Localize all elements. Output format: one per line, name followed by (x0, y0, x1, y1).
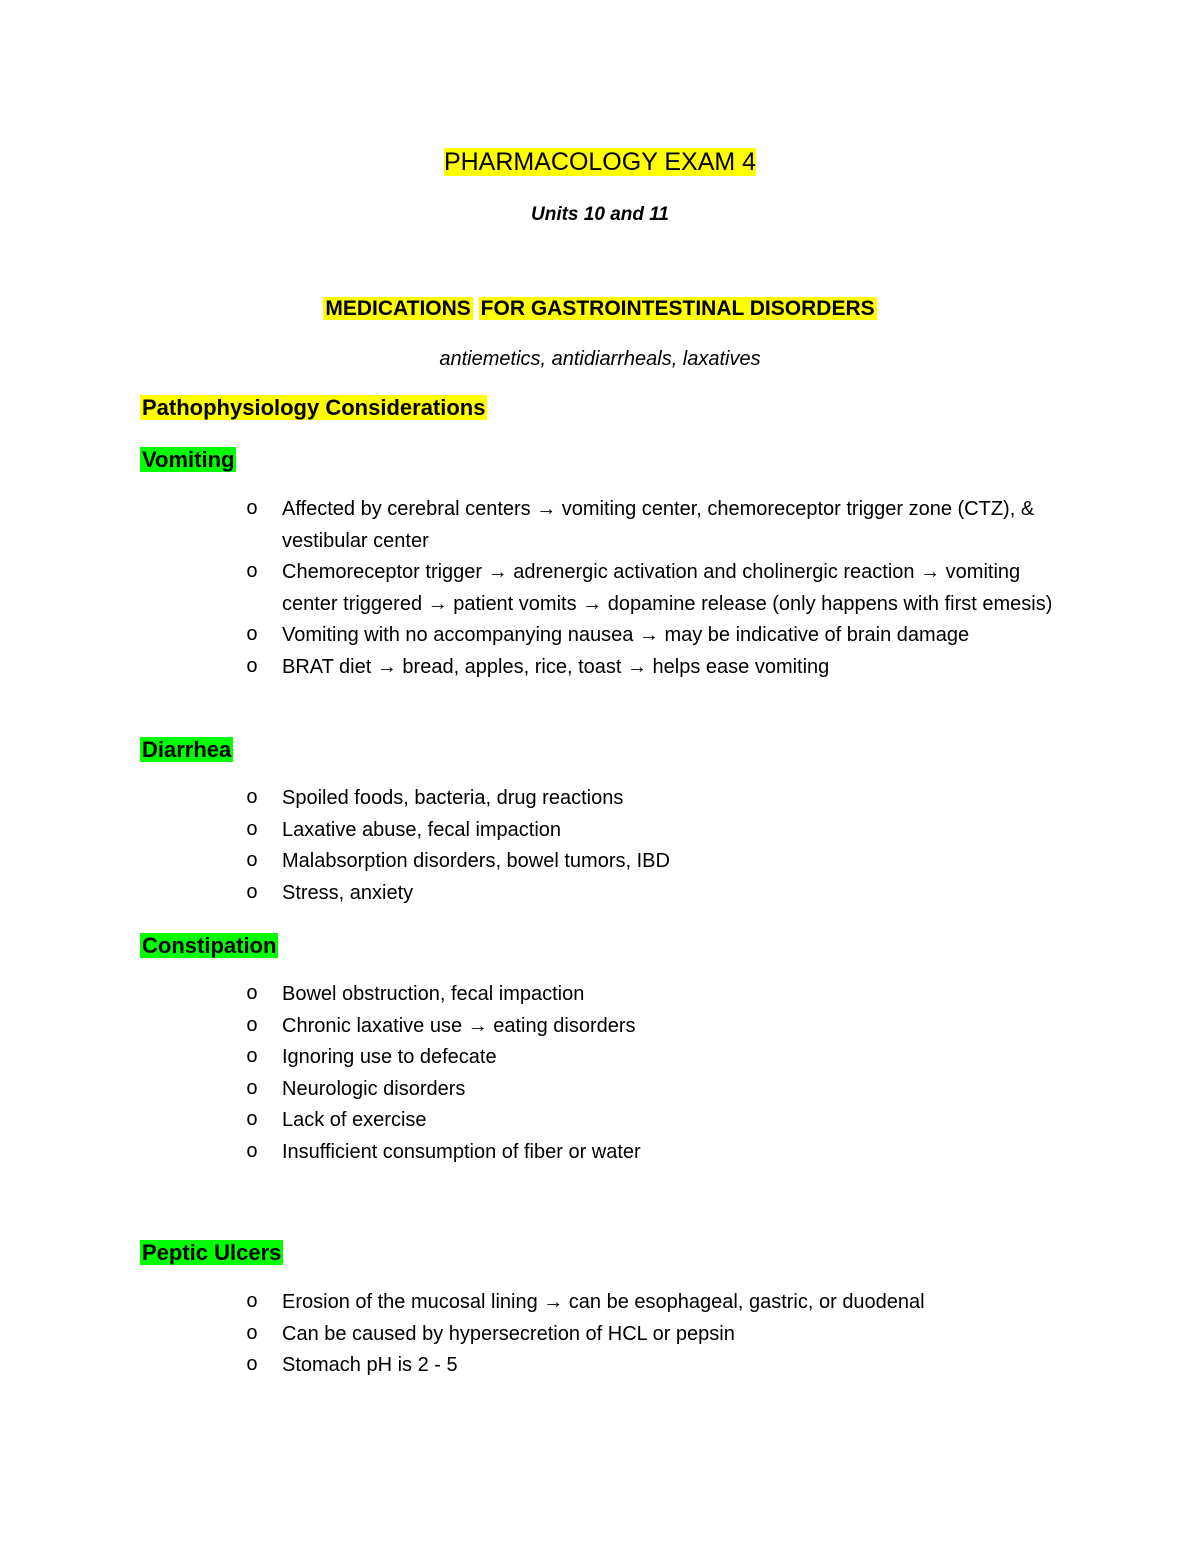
list-item (0, 652, 1200, 684)
bullet-icon: o (246, 624, 259, 647)
list-item (0, 1137, 1200, 1169)
list-item (0, 620, 1200, 652)
section-title-part1: MEDICATIONS (325, 297, 471, 320)
bullet-icon: o (246, 1109, 259, 1132)
bullet-icon: o (246, 1322, 259, 1346)
vomiting-heading (140, 443, 236, 477)
bullet-icon: o (246, 1140, 259, 1164)
list-item-text: Can be caused by hypersecretion of HCL or pepsin (282, 1322, 735, 1345)
list-item-text: BRAT diet → bread, apples, rice, toast → helps ease vomiting (282, 655, 830, 678)
list-item-text: Chronic laxative use → eating disorders (282, 1014, 636, 1037)
peptic-ulcers-heading-text: Peptic Ulcers (142, 1240, 282, 1265)
diarrhea-heading (140, 733, 233, 767)
section-title-part2: FOR GASTROINTESTINAL DISORDERS (480, 297, 875, 320)
constipation-heading (140, 929, 278, 963)
bullet-icon: o (246, 818, 259, 842)
list-item (0, 979, 1200, 1011)
list-item (0, 815, 1200, 847)
bullet-icon: o (246, 1046, 259, 1069)
bullet-icon: o (246, 881, 259, 905)
pathophysiology-heading (140, 391, 487, 425)
list-item (0, 1011, 1200, 1043)
pathophysiology-heading-text: Pathophysiology Considerations (142, 395, 486, 420)
bullet-icon: o (246, 983, 259, 1006)
bullet-icon: o (246, 1354, 259, 1377)
vomiting-heading-text: Vomiting (142, 447, 235, 472)
list-item-text: Malabsorption disorders, bowel tumors, IBD (282, 850, 670, 872)
diarrhea-heading-text: Diarrhea (142, 737, 232, 762)
list-item-text: Ignoring use to defecate (282, 1046, 497, 1068)
document-title-text: PHARMACOLOGY EXAM 4 (443, 148, 757, 176)
diarrhea-list (0, 783, 1200, 909)
section-title (0, 292, 1200, 326)
bullet-icon: o (246, 1077, 259, 1101)
list-item-text: Lack of exercise (282, 1109, 427, 1131)
list-item (0, 1105, 1200, 1137)
list-item-text: Chemoreceptor trigger → adrenergic activation and cholinergic reaction → vomiting center triggered → patient vomits → dopamine release (only happens with first emesis) (282, 561, 1053, 615)
list-item (0, 846, 1200, 878)
list-item (0, 1074, 1200, 1106)
list-item (0, 1287, 1200, 1319)
peptic-ulcers-heading (140, 1236, 283, 1270)
list-item-text: Insufficient consumption of fiber or water (282, 1140, 641, 1163)
vomiting-list (0, 494, 1200, 683)
list-item-text: Vomiting with no accompanying nausea → may be indicative of brain damage (282, 624, 970, 646)
list-item-text: Spoiled foods, bacteria, drug reactions (282, 787, 624, 809)
list-item (0, 878, 1200, 910)
list-item-text: Bowel obstruction, fecal impaction (282, 983, 585, 1005)
list-item (0, 557, 1200, 620)
list-item-text: Neurologic disorders (282, 1077, 466, 1100)
list-item (0, 783, 1200, 815)
bullet-icon: o (246, 1291, 259, 1314)
list-item (0, 1042, 1200, 1074)
bullet-icon: o (246, 498, 259, 521)
list-item-text: Stomach pH is 2 - 5 (282, 1354, 458, 1376)
bullet-icon: o (246, 561, 259, 584)
document-subtitle: Units 10 and 11 (531, 204, 669, 225)
list-item-text: Stress, anxiety (282, 881, 414, 904)
bullet-icon: o (246, 1014, 259, 1038)
constipation-heading-text: Constipation (142, 933, 277, 958)
peptic-ulcers-list (0, 1287, 1200, 1382)
bullet-icon: o (246, 787, 259, 810)
list-item (0, 494, 1200, 557)
document-title (0, 144, 1200, 180)
section-subtitle: antiemetics, antidiarrheals, laxatives (439, 348, 761, 370)
bullet-icon: o (246, 850, 259, 873)
list-item-text: Affected by cerebral centers → vomiting center, chemoreceptor trigger zone (CTZ), & vestibular center (282, 498, 1035, 552)
list-item-text: Laxative abuse, fecal impaction (282, 818, 562, 841)
constipation-list (0, 979, 1200, 1168)
list-item (0, 1350, 1200, 1382)
bullet-icon: o (246, 655, 259, 679)
list-item-text: Erosion of the mucosal lining → can be esophageal, gastric, or duodenal (282, 1291, 925, 1313)
list-item (0, 1319, 1200, 1351)
